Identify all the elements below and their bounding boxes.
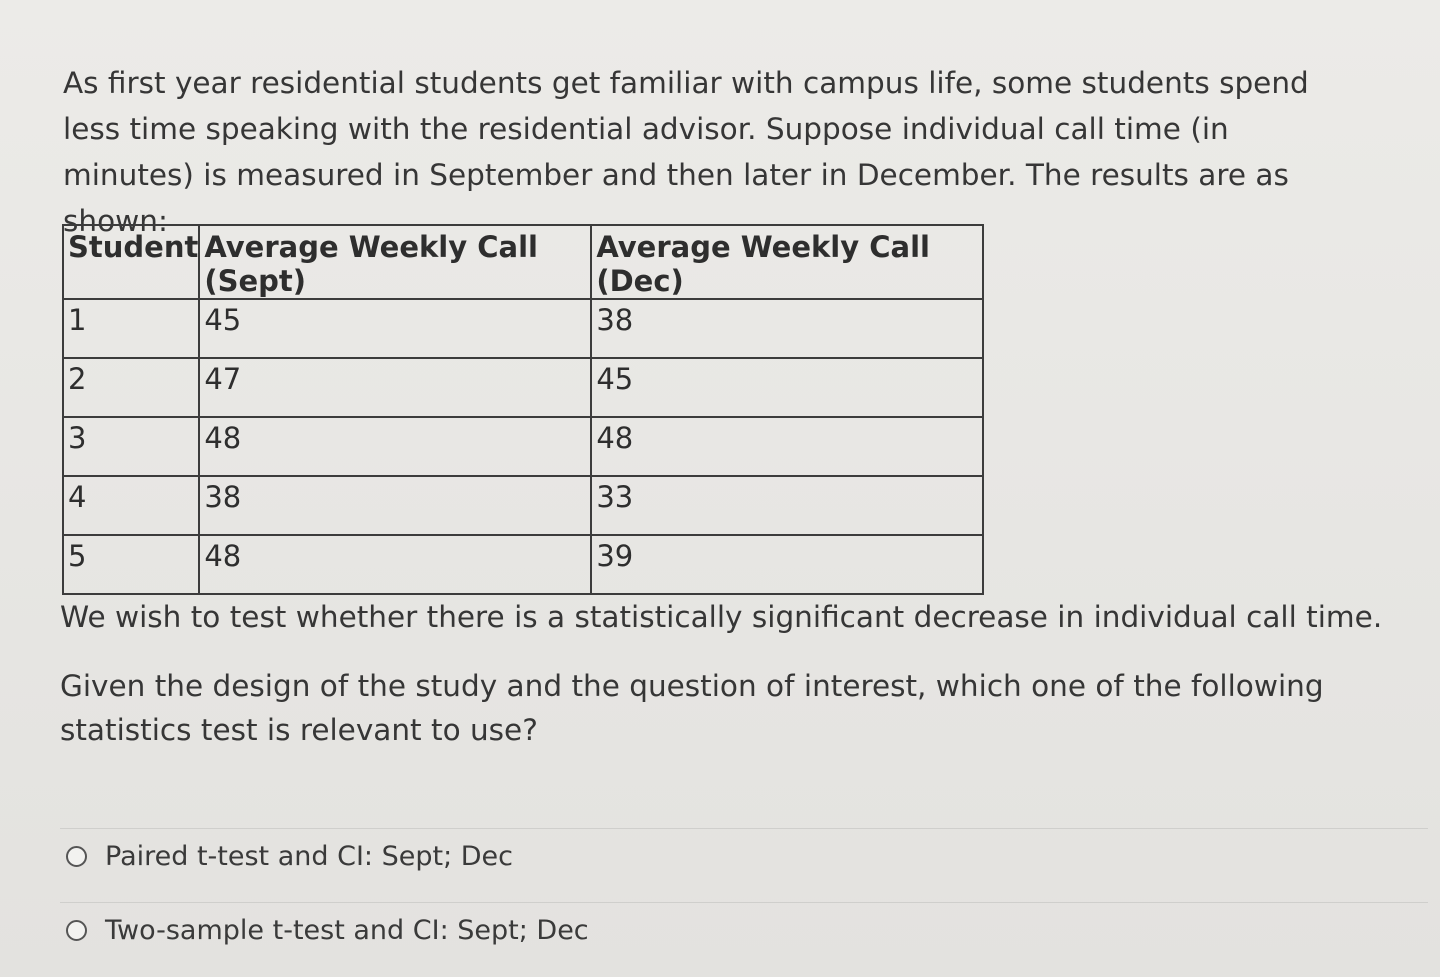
question-intro: As first year residential students get familiar with campus life, some students spend less time speaking with the residential advisor. Suppose individual call time (in minutes) is measured in September and then later in December. The results are as shown: — [63, 66, 1309, 238]
option-paired-t-test[interactable] — [66, 841, 513, 872]
option-two-sample-t-test[interactable] — [66, 915, 589, 946]
cell-sept: 45 — [199, 299, 591, 358]
cell-sept: 38 — [199, 476, 591, 535]
data-table — [62, 224, 984, 595]
option-label: Two-sample t-test and CI: Sept; Dec — [105, 915, 589, 946]
cell-sept: 48 — [199, 535, 591, 594]
radio-button[interactable] — [66, 846, 87, 867]
cell-student: 3 — [63, 417, 199, 476]
table-row — [63, 476, 983, 535]
hypothesis-text: We wish to test whether there is a statistically significant decrease in individual call time. — [60, 600, 1383, 634]
option-divider — [60, 902, 1428, 903]
cell-dec: 38 — [591, 299, 983, 358]
cell-dec: 45 — [591, 358, 983, 417]
question-prompt: Given the design of the study and the question of interest, which one of the following statistics test is relevant to use? — [60, 669, 1324, 747]
table-row — [63, 417, 983, 476]
cell-dec: 48 — [591, 417, 983, 476]
cell-student: 2 — [63, 358, 199, 417]
table-row — [63, 358, 983, 417]
cell-student: 4 — [63, 476, 199, 535]
cell-student: 5 — [63, 535, 199, 594]
table-row — [63, 535, 983, 594]
cell-dec: 39 — [591, 535, 983, 594]
header-student: Student — [63, 225, 199, 299]
table-row — [63, 299, 983, 358]
cell-student: 1 — [63, 299, 199, 358]
header-sept: Average Weekly Call (Sept) — [199, 225, 591, 299]
header-dec: Average Weekly Call (Dec) — [591, 225, 983, 299]
option-divider — [60, 828, 1428, 829]
cell-sept: 47 — [199, 358, 591, 417]
option-label: Paired t-test and CI: Sept; Dec — [105, 841, 513, 872]
table-header-row — [63, 225, 983, 299]
cell-dec: 33 — [591, 476, 983, 535]
cell-sept: 48 — [199, 417, 591, 476]
radio-button[interactable] — [66, 920, 87, 941]
